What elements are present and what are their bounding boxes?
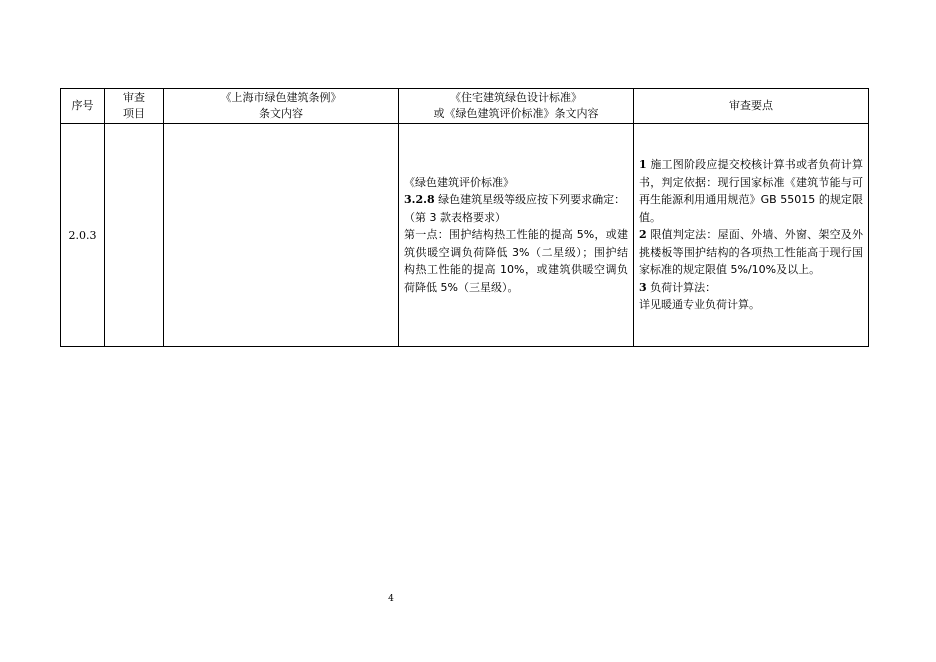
review-point-3-text: 负荷计算法：	[646, 280, 717, 294]
cell-item	[105, 124, 164, 347]
review-point-2-number: 2	[639, 228, 647, 242]
header-city-regulation-line-2: 条文内容	[259, 107, 303, 120]
standard-source: 《绿色建筑评价标准》	[404, 175, 514, 189]
page-number: 4	[388, 594, 394, 604]
review-point-4	[639, 296, 863, 314]
cell-standard	[399, 124, 634, 347]
standard-detail: 第一点：围护结构热工性能的提高 5%，或建筑供暖空调负荷降低 3%（二星级）；围护结构热工性能的提高 10%，或建筑供暖空调负荷降低 5%（三星级）。	[404, 228, 628, 294]
review-point-3-number: 3	[639, 280, 647, 294]
review-point-2-text: 限值判定法：屋面、外墙、外窗、架空及外挑楼板等围护结构的各项热工性能高于现行国家标准的规定限值 5%/10%及以上。	[639, 228, 863, 277]
standard-requirement: （第 3 款表格要求）	[404, 210, 506, 224]
header-standard-line-2: 或《绿色建筑评价标准》条文内容	[433, 107, 599, 120]
header-standard-line-1: 《住宅建筑绿色设计标准》	[450, 91, 582, 104]
header-seq-label: 序号	[71, 99, 94, 112]
review-point-3	[639, 279, 863, 297]
header-review-points	[634, 89, 869, 124]
review-point-1-number: 1	[639, 158, 647, 172]
review-point-2	[639, 226, 863, 279]
header-city-regulation	[164, 89, 399, 124]
standard-clause-text: 绿色建筑星级等级应按下列要求确定：	[434, 193, 626, 207]
standard-clause-number: 3.2.8	[404, 193, 435, 207]
cell-city-regulation	[164, 124, 399, 347]
header-item-line-1: 审查	[123, 91, 145, 104]
table-row	[61, 124, 869, 347]
header-row	[61, 89, 869, 124]
header-item-line-2: 项目	[123, 107, 145, 120]
cell-review-points	[634, 124, 869, 347]
review-point-1-text: 施工图阶段应提交校核计算书或者负荷计算书，判定依据：现行国家标准《建筑节能与可再生能源利用通用规范》GB 55015 的规定限值。	[639, 158, 863, 224]
standard-clause	[404, 191, 628, 209]
header-item	[105, 89, 164, 124]
header-city-regulation-line-1: 《上海市绿色建筑条例》	[220, 91, 342, 104]
review-point-1	[639, 156, 863, 226]
cell-seq: 2.0.3	[61, 124, 105, 347]
header-review-points-label: 审查要点	[729, 99, 773, 112]
header-standard	[399, 89, 634, 124]
review-point-4-text: 详见暖通专业负荷计算。	[639, 298, 760, 312]
review-table	[60, 88, 869, 347]
header-seq	[61, 89, 105, 124]
